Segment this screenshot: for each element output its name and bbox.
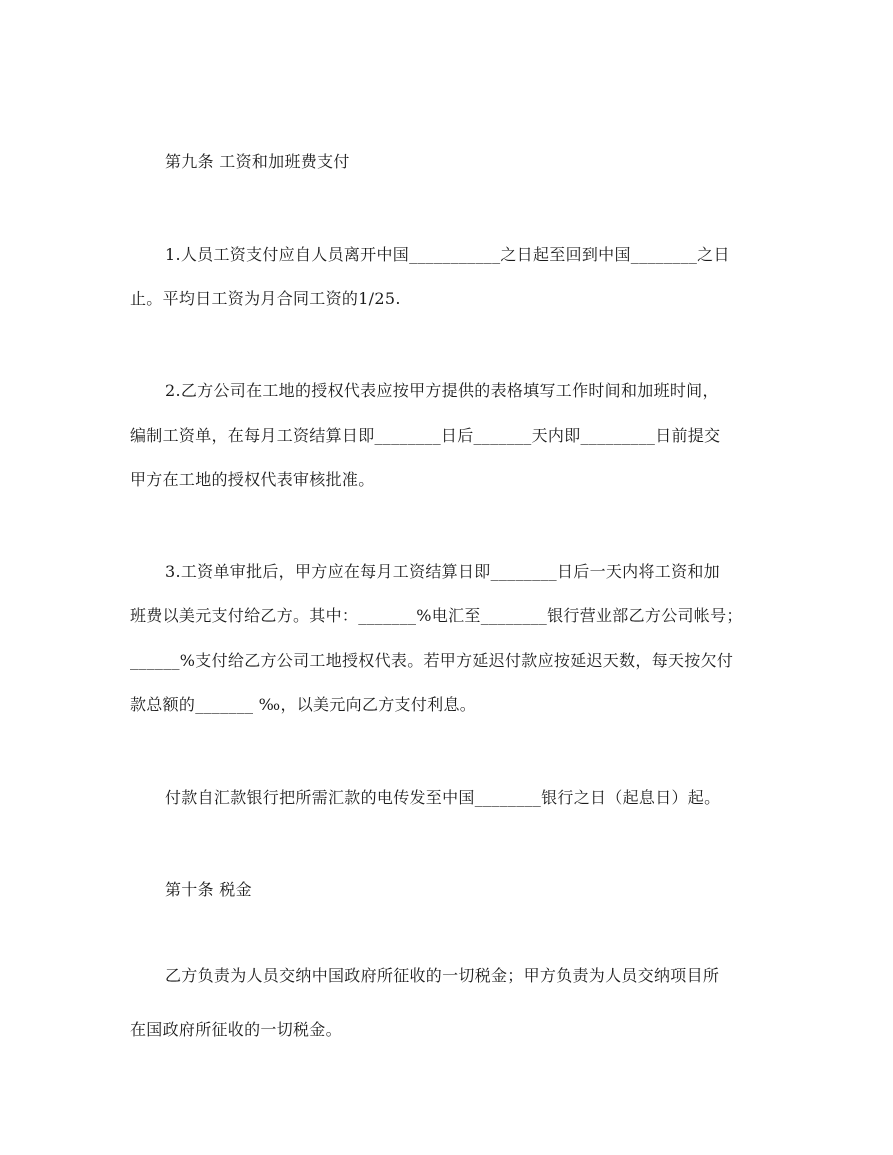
article-9-para-3-line-3: ______%支付给乙方公司工地授权代表。若甲方延迟付款应按延迟天数，每天按欠付 xyxy=(130,651,734,670)
article-9-para-3-line-4: 款总额的_______ ‰，以美元向乙方支付利息。 xyxy=(130,695,477,714)
article-9-para-2-line-3: 甲方在工地的授权代表审核批准。 xyxy=(130,470,375,489)
article-9-para-4-line-1: 付款自汇款银行把所需汇款的电传发至中国________银行之日（起息日）起。 xyxy=(165,788,721,807)
article-10-para-1-line-2: 在国政府所征收的一切税金。 xyxy=(130,1020,342,1039)
article-9-para-3-line-2: 班费以美元支付给乙方。其中：_______%电汇至________银行营业部乙方公司帐号； xyxy=(130,606,743,625)
article-9-heading: 第九条 工资和加班费支付 xyxy=(165,152,350,171)
article-9-para-2-line-1: 2.乙方公司在工地的授权代表应按甲方提供的表格填写工作时间和加班时间， xyxy=(165,381,719,400)
article-9-para-1-line-2: 止。平均日工资为月合同工资的1/25. xyxy=(130,289,401,308)
article-10-para-1-line-1: 乙方负责为人员交纳中国政府所征收的一切税金；甲方负责为人员交纳项目所 xyxy=(165,966,720,985)
article-9-para-2-line-2: 编制工资单，在每月工资结算日即________日后_______天内即_________日前提交 xyxy=(130,426,721,445)
article-9-para-3-line-1: 3.工资单审批后，甲方应在每月工资结算日即________日后一天内将工资和加 xyxy=(165,562,720,581)
article-9-para-1-line-1: 1.人员工资支付应自人员离开中国___________之日起至回到中国________之日 xyxy=(165,245,730,264)
article-10-heading: 第十条 税金 xyxy=(165,880,252,899)
